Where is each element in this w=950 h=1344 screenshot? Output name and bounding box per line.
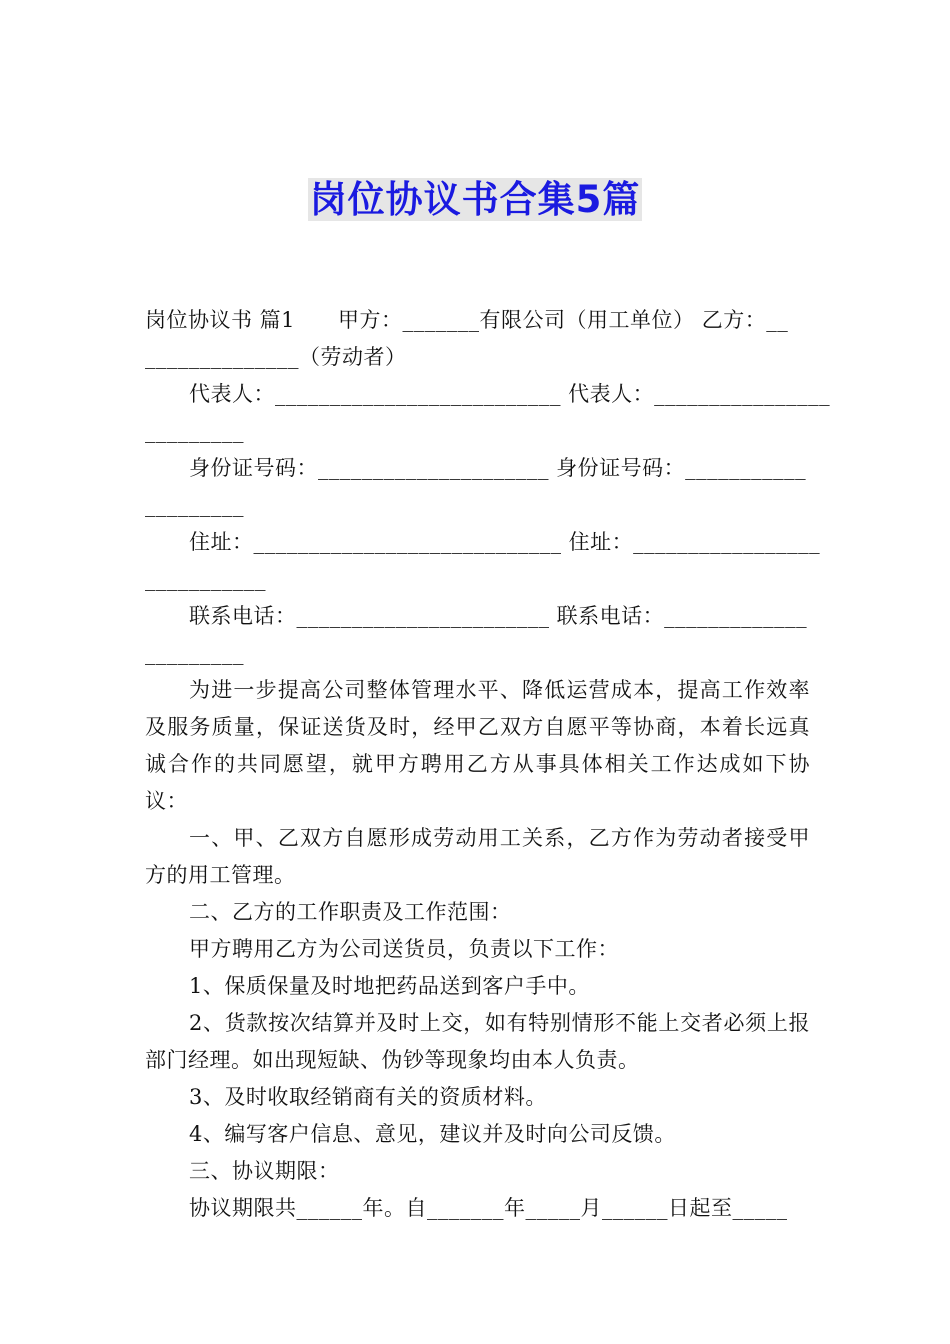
duty-item-2: 2、货款按次结算并及时上交，如有特别情形不能上交者必须上报部门经理。如出现短缺、伪钞等现象均由本人负责。 [145, 1011, 810, 1072]
representative-line: 代表人：__________________________ 代表人：________________ [189, 382, 831, 406]
term-paragraph: 协议期限共______年。自_______年_____月______日起至_____ [189, 1196, 788, 1220]
document-title-wrapper [0, 172, 950, 228]
hire-paragraph: 甲方聘用乙方为公司送货员，负责以下工作： [189, 937, 619, 961]
address-line-cont: ___________ [145, 567, 266, 591]
party-heading-line-cont: ______________（劳动者） [145, 345, 407, 369]
clause-one-paragraph: 一、甲、乙双方自愿形成劳动用工关系，乙方作为劳动者接受甲方的用工管理。 [145, 826, 810, 887]
phone-line-cont: _________ [145, 641, 244, 665]
clause-two-heading: 二、乙方的工作职责及工作范围： [189, 900, 512, 924]
duty-item-1: 1、保质保量及时地把药品送到客户手中。 [189, 974, 590, 998]
intro-paragraph: 为进一步提高公司整体管理水平、降低运营成本，提高工作效率及服务质量，保证送货及时，经甲乙双方自愿平等协商，本着长远真诚合作的共同愿望，就甲方聘用乙方从事具体相关工作达成如下协议： [145, 678, 810, 813]
document-body [145, 302, 831, 1227]
address-line: 住址：____________________________ 住址：_________________ [189, 530, 821, 554]
duty-item-3: 3、及时收取经销商有关的资质材料。 [189, 1085, 547, 1109]
id-number-line: 身份证号码：_____________________ 身份证号码：___________ [189, 456, 807, 480]
clause-three-heading: 三、协议期限： [189, 1159, 340, 1183]
id-number-line-cont: _________ [145, 493, 244, 517]
document-title: 岗位协议书合集5篇 [309, 178, 641, 221]
party-heading-line: 岗位协议书 篇1 甲方：_______有限公司（用工单位） 乙方：__ [145, 308, 789, 332]
representative-line-cont: _________ [145, 419, 244, 443]
duty-item-4: 4、编写客户信息、意见，建议并及时向公司反馈。 [189, 1122, 676, 1146]
phone-line: 联系电话：_______________________ 联系电话：_____________ [189, 604, 808, 628]
